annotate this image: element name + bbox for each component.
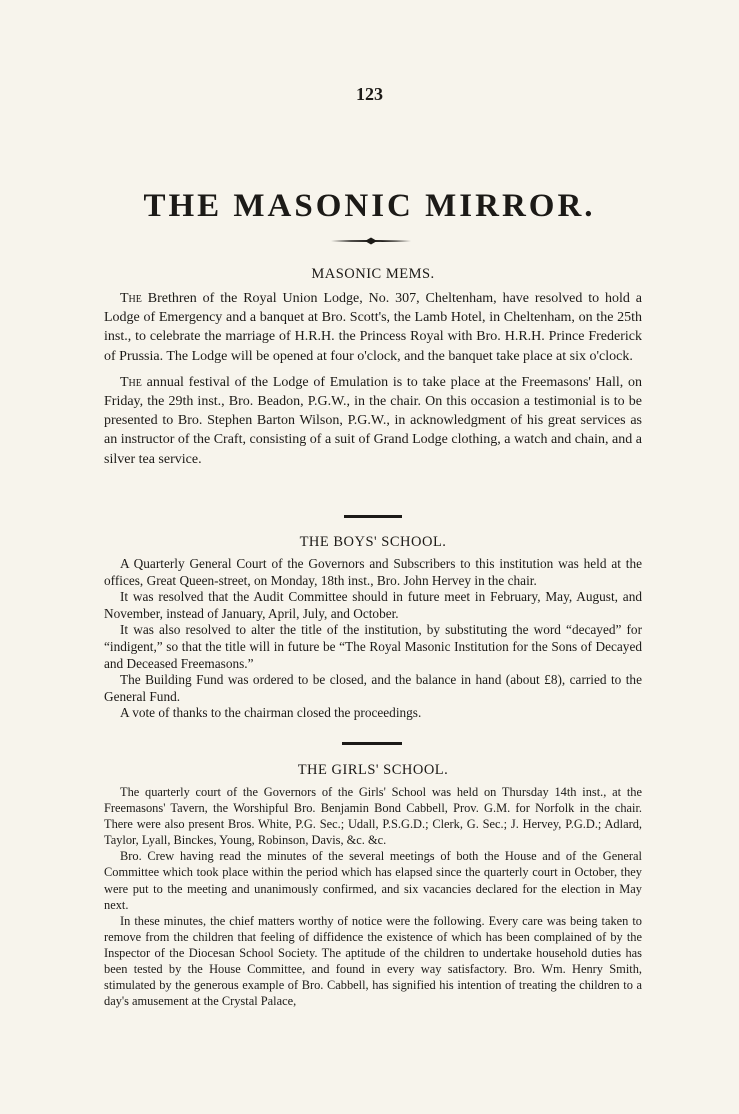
paragraph: Bro. Crew having read the minutes of the several meetings of both the House and of the General Committee which took place within the period which has elapsed since the quarterly court in October, they were put to the meeting and unanimously confirmed, and six vacancies declared for the election in May next. <box>104 849 642 912</box>
section-girls-school <box>104 762 642 1009</box>
ornament-diamond <box>365 238 377 245</box>
section-masonic-mems <box>104 266 642 476</box>
paragraph: A vote of thanks to the chairman closed the proceedings. <box>120 705 422 721</box>
paragraph <box>104 289 642 366</box>
paragraph: It was resolved that the Audit Committee should in future meet in February, May, August, and November, instead of January, April, July, and October. <box>104 589 642 621</box>
paragraph <box>104 373 642 469</box>
section-heading: THE BOYS' SCHOOL. <box>299 534 447 550</box>
paragraph-lead: The <box>120 291 142 306</box>
paragraph-text: Brethren of the Royal Union Lodge, No. 307, Cheltenham, have resolved to hold a Lodge of Emergency and a banquet at Bro. Scott's, the Lamb Hotel, in Cheltenham, on the 25th inst., to celebrate the marriage of H.R.H. the Princess Royal with Bro. H.R.H. Prince Frederick of Prussia. The Lodge will be opened at four o'clock, and the banquet take place at six o'clock. <box>104 291 642 364</box>
paragraph-text: annual festival of the Lodge of Emulation is to take place at the Freemasons' Hall, on Friday, the 29th inst., Bro. Beadon, P.G.W., in the chair. On this occasion a testimonial is to be presented to Bro. Stephen Barton Wilson, P.G.W., in acknowledgment of his great services as an instructor of the Craft, consisting of a suit of Grand Lodge clothing, a watch and chain, and a silver tea service. <box>104 374 642 467</box>
paragraph: The Building Fund was ordered to be closed, and the balance in hand (about £8), carried to the General Fund. <box>104 672 642 704</box>
paragraph: The quarterly court of the Governors of the Girls' School was held on Thursday 14th inst., at the Freemasons' Tavern, the Worshipful Bro. Benjamin Bond Cabbell, Prov. G.M. for Norfolk in the chair. There were also present Bros. White, P.G. Sec.; Udall, P.S.G.D.; Clerk, G. Sec.; J. Hervey, P.G.D.; Adlard, Taylor, Lyall, Binckes, Young, Robinson, Davis, &c. &c. <box>104 785 642 848</box>
paragraph: A Quarterly General Court of the Governors and Subscribers to this institution was held at the offices, Great Queen-street, on Monday, 18th inst., Bro. John Hervey in the chair. <box>104 556 642 588</box>
section-divider <box>342 742 402 745</box>
section-heading: THE GIRLS' SCHOOL. <box>297 762 449 778</box>
section-boys-school <box>104 534 642 722</box>
paragraph: It was also resolved to alter the title of the institution, by substituting the word “decayed” for “indigent,” so that the title will in future be “The Royal Masonic Institution for the Sons of Decayed and Deceased Freemasons.” <box>104 622 642 671</box>
page-number: 123 <box>356 84 383 104</box>
section-heading: MASONIC MEMS. <box>311 266 435 282</box>
section-divider <box>344 515 402 518</box>
paragraph-lead: The <box>120 374 142 390</box>
title-ornament <box>331 236 411 246</box>
paragraph: In these minutes, the chief matters worthy of notice were the following. Every care was being taken to remove from the children that feeling of diffidence the existence of which has been complained of by the Inspector of the Diocesan School Society. The aptitude of the children to undertake household duties has been tested by the House Committee, and found in every way satisfactory. Bro. Wm. Henry Smith, stimulated by the generous example of Bro. Cabbell, has signified his intention of treating the children to a day's amusement at the Crystal Palace, <box>104 913 642 1009</box>
journal-title: THE MASONIC MIRROR. <box>143 188 596 224</box>
